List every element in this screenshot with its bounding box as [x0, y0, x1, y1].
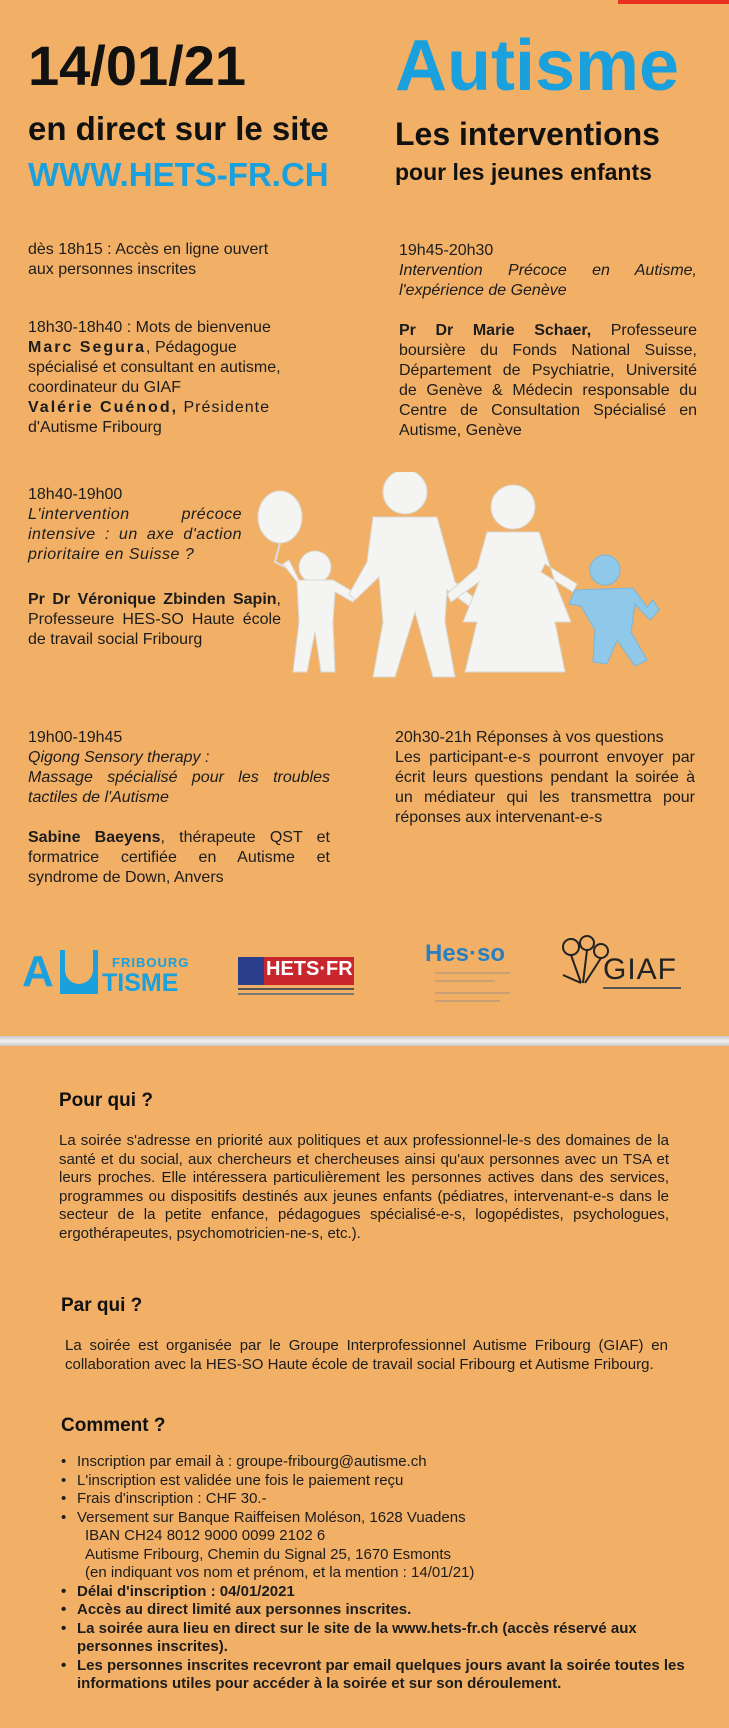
- speaker-name: Marc Segura: [28, 339, 147, 356]
- talk2-block: 19h00-19h45 Qigong Sensory therapy : Massage spécialisé pour les troubles tactiles de l'Autisme Sabine Baeyens, thérapeute QST et formatrice certifiée en Autisme et syndrome de Down, Anvers: [28, 729, 330, 886]
- talk3-block: 19h45-20h30 Intervention Précoce en Autisme, l'expérience de Genève Pr Dr Marie Schaer, Professeure boursière du Fonds National Suisse, Département de Psychiatrie, Université de Genève & Médecin responsable du Centre de Consultation Spécialisé en Autisme, Genève: [399, 242, 697, 439]
- live-line: en direct sur le site: [28, 110, 329, 147]
- mother-head: [491, 485, 535, 529]
- list-item: • Accès au direct limité aux personnes inscrites.: [61, 1601, 706, 1620]
- questions-block: 20h30-21h Réponses à vos questions Les participant-e-s pourront envoyer par écrit leurs questions pendant la soirée à un médiateur qui les transmettra pour réponses aux intervenant-e-s: [395, 729, 695, 826]
- list-item: • Frais d'inscription : CHF 30.-: [61, 1490, 706, 1509]
- autisme-fribourg-logo: FRIBOURG A TISME: [22, 947, 190, 997]
- opening-block: dès 18h15 : Accès en ligne ouvert aux personnes inscrites: [28, 241, 269, 278]
- website-link[interactable]: WWW.HETS-FR.CH: [28, 156, 329, 193]
- list-item: • Délai d'inscription : 04/01/2021: [61, 1583, 706, 1602]
- father-head: [383, 472, 427, 514]
- talk-title: L'intervention précoce intensive : un axe d'action prioritaire en Suisse ?: [28, 506, 242, 563]
- blue-child-head: [590, 555, 620, 585]
- father-body: [349, 517, 485, 677]
- event-date: 14/01/21: [28, 34, 246, 97]
- par-qui-text: La soirée est organisée par le Groupe Interprofessionnel Autisme Fribourg (GIAF) en collaboration avec la HES-SO Haute école de travail social Fribourg et Autisme Fribourg.: [65, 1337, 668, 1373]
- top-accent-bar: [618, 0, 729, 4]
- talk1-block: 18h40-19h00 L'intervention précoce intensive : un axe d'action prioritaire en Suisse ?: [28, 486, 242, 563]
- hes-so-logo: Hes·so: [420, 940, 520, 1010]
- talk-title: Massage spécialisé pour les troubles tactiles de l'Autisme: [28, 769, 330, 806]
- speaker-name: Pr Dr Marie Schaer,: [399, 322, 592, 339]
- pour-qui-text: La soirée s'adresse en priorité aux politiques et aux professionnel-le-s des domaines de la santé et du social, aux chercheurs et chercheuses ainsi qu'aux personnes avec un TSA et leurs proches. Elle intéressera particulièrement les personnes actives dans des services, programmes ou dispositifs destinés aux jeunes enfants (pédiatres, intervenant-e-s dans le secteur de la petite enfance, pédagogues spécialisé-e-s, logopédistes, psychologues, ergothérapeutes, psychomotricien-ne-s, etc.).: [59, 1132, 669, 1242]
- event-subtitle-2: pour les jeunes enfants: [395, 159, 652, 185]
- speaker-name: Sabine Baeyens: [28, 829, 161, 846]
- list-item: • Inscription par email à : groupe-fribourg@autisme.ch: [61, 1453, 706, 1472]
- welcome-block: 18h30-18h40 : Mots de bienvenue Marc Segura, Pédagogue spécialisé et consultant en autisme, coordinateur du GIAF Valérie Cuénod, Présidente d'Autisme Fribourg: [28, 319, 281, 436]
- list-item: • L'inscription est validée une fois le paiement reçu: [61, 1472, 706, 1491]
- par-qui-heading: Par qui ?: [61, 1295, 143, 1316]
- giaf-logo: GIAF: [555, 935, 685, 995]
- pour-qui-heading: Pour qui ?: [59, 1090, 153, 1111]
- section-divider: [0, 1036, 729, 1046]
- event-subtitle: Les interventions: [395, 116, 660, 152]
- balloon-shape: [258, 491, 302, 543]
- list-item: • La soirée aura lieu en direct sur le site de la www.hets-fr.ch (accès réservé aux personnes inscrites).: [61, 1620, 706, 1657]
- comment-heading: Comment ?: [61, 1415, 166, 1436]
- talk-title: Intervention Précoce en Autisme, l'expérience de Genève: [399, 262, 697, 299]
- list-item: IBAN CH24 8012 9000 0099 2102 6: [85, 1527, 326, 1544]
- list-item: (en indiquant vos nom et prénom, et la mention : 14/01/21): [85, 1564, 475, 1581]
- child-head: [299, 551, 331, 583]
- list-item: • Les personnes inscrites recevront par email quelques jours avant la soirée toutes les informations utiles pour accéder à la soirée et sur son déroulement.: [61, 1657, 706, 1694]
- blue-child-body: [569, 588, 659, 666]
- hets-fr-logo: HETS·FR: [238, 955, 354, 997]
- talk-title: Qigong Sensory therapy :: [28, 749, 210, 766]
- paper-family-illustration: [255, 472, 685, 692]
- event-title: Autisme: [395, 26, 680, 106]
- speaker-name: Valérie Cuénod,: [28, 399, 179, 416]
- speaker-name: Pr Dr Véronique Zbinden Sapin: [28, 591, 277, 608]
- talk1-speaker: Pr Dr Véronique Zbinden Sapin, Professeure HES-SO Haute école de travail social Fribourg: [28, 591, 281, 648]
- list-item: Autisme Fribourg, Chemin du Signal 25, 1670 Esmonts: [85, 1545, 452, 1563]
- comment-list: [61, 1453, 706, 1694]
- list-item: • Versement sur Banque Raiffeisen Moléson, 1628 Vuadens: [61, 1509, 706, 1528]
